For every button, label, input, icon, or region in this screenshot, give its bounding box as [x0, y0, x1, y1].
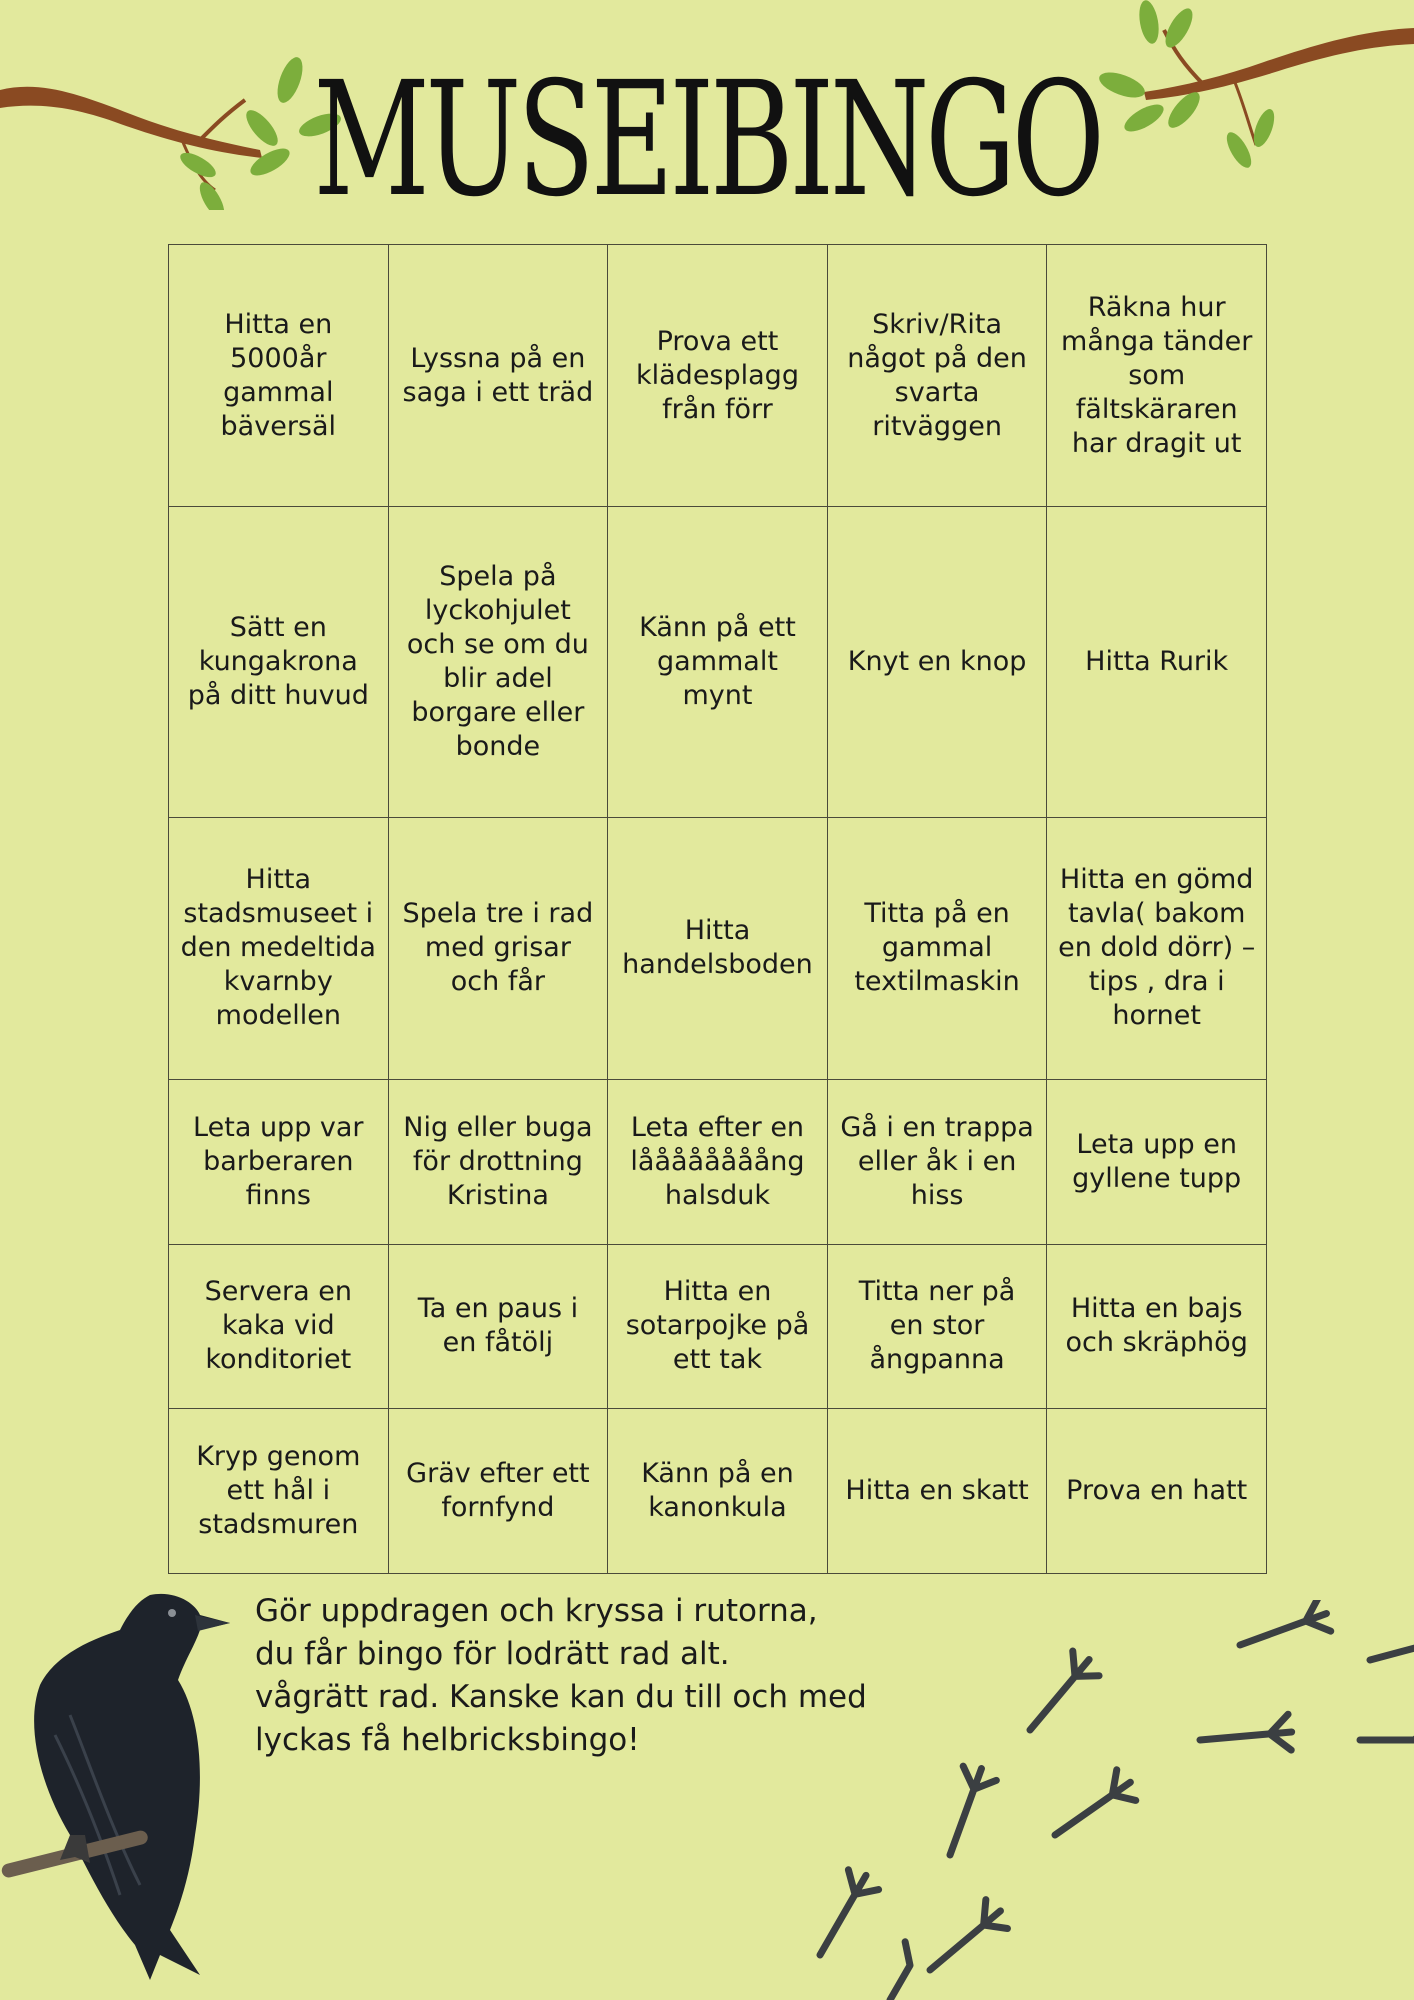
bingo-cell[interactable]: Skriv/Rita något på den svarta ritväggen — [827, 245, 1047, 507]
bingo-row — [169, 245, 1267, 507]
instructions-line: Gör uppdragen och kryssa i rutorna, — [255, 1593, 818, 1629]
bingo-cell[interactable]: Hitta en sotarpojke på ett tak — [608, 1244, 828, 1409]
bingo-cell[interactable]: Hitta stadsmuseet i den medeltida kvarnby modellen — [169, 817, 389, 1079]
bingo-cell[interactable]: Titta på en gammal textilmaskin — [827, 817, 1047, 1079]
bingo-row — [169, 1079, 1267, 1244]
page-title: MUSEIBINGO — [313, 48, 1101, 232]
bingo-cell[interactable]: Hitta handelsboden — [608, 817, 828, 1079]
bingo-cell[interactable]: Leta upp var barberaren finns — [169, 1079, 389, 1244]
bingo-cell[interactable]: Nig eller buga för drottning Kristina — [388, 1079, 608, 1244]
instructions-line: vågrätt rad. Kanske kan du till och med — [255, 1679, 867, 1715]
bingo-cell[interactable]: Hitta en skatt — [827, 1409, 1047, 1574]
bingo-cell[interactable]: Prova ett klädesplagg från förr — [608, 245, 828, 507]
bingo-row — [169, 1409, 1267, 1574]
bingo-cell[interactable]: Knyt en knop — [827, 507, 1047, 818]
bingo-row — [169, 507, 1267, 818]
bingo-cell[interactable]: Prova en hatt — [1047, 1409, 1267, 1574]
bingo-row — [169, 817, 1267, 1079]
bingo-cell[interactable]: Sätt en kungakrona på ditt huvud — [169, 507, 389, 818]
bingo-cell[interactable]: Titta ner på en stor ångpanna — [827, 1244, 1047, 1409]
bingo-cell[interactable]: Hitta en gömd tavla( bakom en dold dörr) – tips , dra i hornet — [1047, 817, 1267, 1079]
bingo-row — [169, 1244, 1267, 1409]
instructions-line: lyckas få helbricksbingo! — [255, 1722, 640, 1758]
bingo-grid — [168, 244, 1267, 1574]
instructions-line: du får bingo för lodrätt rad alt. — [255, 1636, 730, 1672]
bingo-cell[interactable]: Servera en kaka vid konditoriet — [169, 1244, 389, 1409]
bingo-cell[interactable]: Lyssna på en saga i ett träd — [388, 245, 608, 507]
bingo-cell[interactable]: Gå i en trappa eller åk i en hiss — [827, 1079, 1047, 1244]
raven-illustration — [0, 1585, 250, 1985]
bingo-cell[interactable]: Känn på ett gammalt mynt — [608, 507, 828, 818]
bingo-cell[interactable]: Känn på en kanonkula — [608, 1409, 828, 1574]
bingo-cell[interactable]: Hitta en 5000år gammal bäversäl — [169, 245, 389, 507]
instructions-text — [255, 1590, 955, 1762]
bingo-cell[interactable]: Hitta Rurik — [1047, 507, 1267, 818]
bingo-cell[interactable]: Leta efter en låååååååång halsduk — [608, 1079, 828, 1244]
bingo-cell[interactable]: Räkna hur många tänder som fältskäraren har dragit ut — [1047, 245, 1267, 507]
bingo-cell[interactable]: Gräv efter ett fornfynd — [388, 1409, 608, 1574]
bingo-cell[interactable]: Leta upp en gyllene tupp — [1047, 1079, 1267, 1244]
bingo-cell[interactable]: Spela på lyckohjulet och se om du blir adel borgare eller bonde — [388, 507, 608, 818]
bingo-cell[interactable]: Kryp genom ett hål i stadsmuren — [169, 1409, 389, 1574]
bingo-cell[interactable]: Spela tre i rad med grisar och får — [388, 817, 608, 1079]
bingo-cell[interactable]: Ta en paus i en fåtölj — [388, 1244, 608, 1409]
bingo-cell[interactable]: Hitta en bajs och skräphög — [1047, 1244, 1267, 1409]
